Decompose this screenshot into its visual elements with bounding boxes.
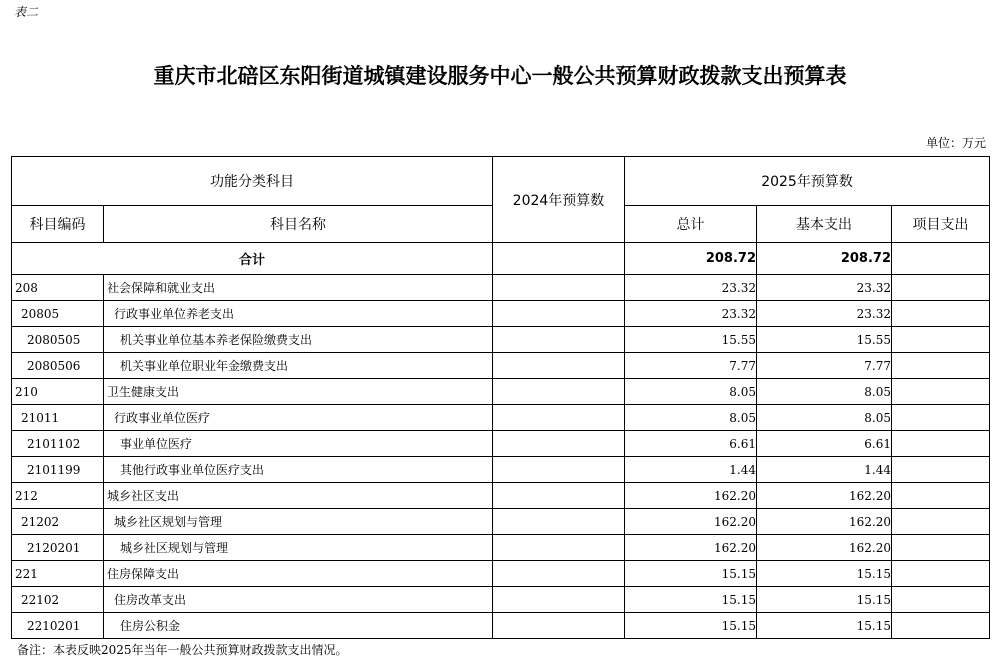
row-budget-2024-cell — [493, 457, 625, 483]
row-project-cell — [892, 327, 990, 353]
total-row — [12, 243, 990, 275]
row-total-cell: 8.05 — [625, 405, 757, 431]
row-name-cell: 行政事业单位养老支出 — [104, 301, 493, 327]
row-budget-2024-cell — [493, 613, 625, 639]
row-budget-2024-cell — [493, 275, 625, 301]
row-name-cell: 其他行政事业单位医疗支出 — [104, 457, 493, 483]
row-total-cell: 15.55 — [625, 327, 757, 353]
header-total: 总计 — [625, 206, 757, 243]
header-project: 项目支出 — [892, 206, 990, 243]
row-project-cell — [892, 613, 990, 639]
row-name-cell: 事业单位医疗 — [104, 431, 493, 457]
row-project-cell — [892, 301, 990, 327]
header-basic: 基本支出 — [757, 206, 892, 243]
total-basic-cell: 208.72 — [757, 243, 892, 275]
row-code-cell: 212 — [12, 483, 104, 509]
row-basic-cell: 23.32 — [757, 275, 892, 301]
unit-label: 单位：万元 — [925, 136, 986, 150]
row-name-cell: 机关事业单位职业年金缴费支出 — [104, 353, 493, 379]
table-row — [12, 301, 990, 327]
table-row — [12, 353, 990, 379]
table-row — [12, 535, 990, 561]
row-name-cell: 城乡社区规划与管理 — [104, 509, 493, 535]
row-name-cell: 行政事业单位医疗 — [104, 405, 493, 431]
row-basic-cell: 162.20 — [757, 483, 892, 509]
row-name-cell: 住房公积金 — [104, 613, 493, 639]
row-project-cell — [892, 561, 990, 587]
row-budget-2024-cell — [493, 509, 625, 535]
row-total-cell: 23.32 — [625, 275, 757, 301]
row-basic-cell: 162.20 — [757, 509, 892, 535]
header-budget-2025: 2025年预算数 — [625, 157, 990, 206]
row-code-cell: 21011 — [12, 405, 104, 431]
row-name-cell: 住房改革支出 — [104, 587, 493, 613]
row-code-cell: 2101102 — [12, 431, 104, 457]
row-code-cell: 22102 — [12, 587, 104, 613]
row-name-cell: 住房保障支出 — [104, 561, 493, 587]
row-basic-cell: 15.15 — [757, 587, 892, 613]
row-budget-2024-cell — [493, 405, 625, 431]
row-total-cell: 8.05 — [625, 379, 757, 405]
table-number-label: 表二 — [14, 5, 39, 19]
table-row — [12, 275, 990, 301]
row-code-cell: 20805 — [12, 301, 104, 327]
row-project-cell — [892, 509, 990, 535]
row-code-cell: 210 — [12, 379, 104, 405]
row-total-cell: 162.20 — [625, 535, 757, 561]
row-basic-cell: 162.20 — [757, 535, 892, 561]
budget-table — [11, 156, 990, 639]
table-row — [12, 561, 990, 587]
total-label: 合计 — [12, 243, 493, 275]
table-row — [12, 587, 990, 613]
row-basic-cell: 23.32 — [757, 301, 892, 327]
row-project-cell — [892, 535, 990, 561]
header-budget-2024: 2024年预算数 — [493, 157, 625, 243]
row-total-cell: 162.20 — [625, 483, 757, 509]
table-row — [12, 431, 990, 457]
row-total-cell: 6.61 — [625, 431, 757, 457]
page-title: 重庆市北碚区东阳街道城镇建设服务中心一般公共预算财政拨款支出预算表 — [153, 63, 847, 88]
table-row — [12, 509, 990, 535]
row-project-cell — [892, 587, 990, 613]
row-basic-cell: 7.77 — [757, 353, 892, 379]
table-body — [12, 243, 990, 639]
row-name-cell: 机关事业单位基本养老保险缴费支出 — [104, 327, 493, 353]
table-row — [12, 327, 990, 353]
row-code-cell: 2080505 — [12, 327, 104, 353]
row-basic-cell: 8.05 — [757, 405, 892, 431]
header-function-category: 功能分类科目 — [12, 157, 493, 206]
row-total-cell: 1.44 — [625, 457, 757, 483]
row-project-cell — [892, 379, 990, 405]
row-budget-2024-cell — [493, 379, 625, 405]
row-budget-2024-cell — [493, 353, 625, 379]
row-basic-cell: 15.15 — [757, 613, 892, 639]
row-code-cell: 2080506 — [12, 353, 104, 379]
row-basic-cell: 1.44 — [757, 457, 892, 483]
row-total-cell: 7.77 — [625, 353, 757, 379]
row-code-cell: 2101199 — [12, 457, 104, 483]
row-budget-2024-cell — [493, 301, 625, 327]
row-total-cell: 15.15 — [625, 587, 757, 613]
row-basic-cell: 15.15 — [757, 561, 892, 587]
row-total-cell: 162.20 — [625, 509, 757, 535]
row-budget-2024-cell — [493, 327, 625, 353]
row-project-cell — [892, 457, 990, 483]
total-2024-cell — [493, 243, 625, 275]
row-total-cell: 23.32 — [625, 301, 757, 327]
row-code-cell: 2120201 — [12, 535, 104, 561]
row-code-cell: 208 — [12, 275, 104, 301]
footnote: 备注：本表反映2025年当年一般公共预算财政拨款支出情况。 — [17, 643, 348, 657]
table-row — [12, 457, 990, 483]
row-total-cell: 15.15 — [625, 613, 757, 639]
header-name: 科目名称 — [104, 206, 493, 243]
row-budget-2024-cell — [493, 561, 625, 587]
row-budget-2024-cell — [493, 483, 625, 509]
table-row — [12, 613, 990, 639]
table-row — [12, 379, 990, 405]
header-code: 科目编码 — [12, 206, 104, 243]
row-project-cell — [892, 405, 990, 431]
row-name-cell: 城乡社区规划与管理 — [104, 535, 493, 561]
row-project-cell — [892, 353, 990, 379]
row-budget-2024-cell — [493, 535, 625, 561]
row-project-cell — [892, 431, 990, 457]
row-code-cell: 2210201 — [12, 613, 104, 639]
row-project-cell — [892, 483, 990, 509]
row-total-cell: 15.15 — [625, 561, 757, 587]
row-name-cell: 社会保障和就业支出 — [104, 275, 493, 301]
row-project-cell — [892, 275, 990, 301]
table-row — [12, 483, 990, 509]
row-basic-cell: 8.05 — [757, 379, 892, 405]
row-basic-cell: 15.55 — [757, 327, 892, 353]
row-code-cell: 21202 — [12, 509, 104, 535]
table-row — [12, 405, 990, 431]
row-code-cell: 221 — [12, 561, 104, 587]
total-sum-cell: 208.72 — [625, 243, 757, 275]
row-name-cell: 卫生健康支出 — [104, 379, 493, 405]
row-budget-2024-cell — [493, 431, 625, 457]
total-project-cell — [892, 243, 990, 275]
row-budget-2024-cell — [493, 587, 625, 613]
row-name-cell: 城乡社区支出 — [104, 483, 493, 509]
row-basic-cell: 6.61 — [757, 431, 892, 457]
